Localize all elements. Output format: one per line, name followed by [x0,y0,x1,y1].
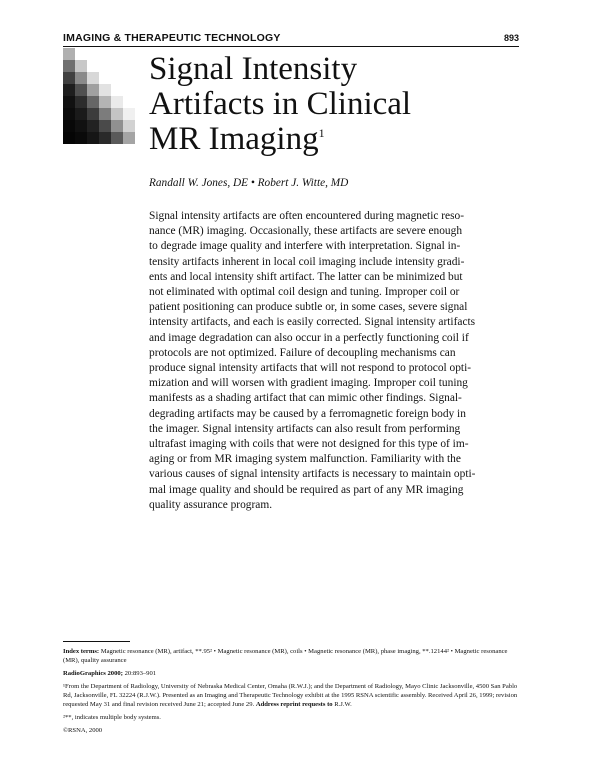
abstract-line: protocols are not optimized. Failure of decoupling mechanisms can [149,346,456,359]
running-header [63,32,519,47]
abstract-line: aging or from MR imaging system malfunction. Familiarity with the [149,453,461,466]
abstract-line: tensity artifacts inherent in local coil imaging include intensity gradi- [149,255,465,268]
abstract-line: Signal intensity artifacts are often encountered during magnetic reso- [149,210,465,222]
reprint-text: R.J.W. [334,700,352,708]
footnote-divider [63,641,130,642]
affiliation-note [63,683,519,709]
footnotes [63,648,519,740]
abstract-line: quality assurance program. [149,498,273,511]
article-title [149,52,509,157]
index-terms [63,648,519,665]
title-line-1: Signal Intensity [149,51,358,87]
body-systems-note: ²**, indicates multiple body systems. [63,713,161,721]
citation [63,670,519,679]
abstract-line: and image degradation can also occur in a perfectly functioning coil if [149,331,469,344]
abstract-line: degrading artifacts may be caused by a ferromagnetic foreign body in [149,407,466,420]
page-number: 893 [503,33,519,43]
abstract-line: produce signal intensity artifacts that will not respond to protocol opti- [149,362,472,375]
abstract-line: mization and will worsen with gradient imaging. Improper coil tuning [149,377,468,390]
abstract-line: nance (MR) imaging. Occasionally, these artifacts are severe enough [149,225,463,238]
affiliation-text: ¹From the Department of Radiology, University of Nebraska Medical Center, Omaha (R.W.J.); and the Department of Radiology, Mayo Clinic Jacksonville, 4500 San Pablo Rd, Jacksonville, FL 32224 (R.J.W.). Presented as an Imaging and Therapeutic Technology exhibit at the 1995 RSNA scientific assembly. Received April 26, 1999; revision requested May 31 and final revision received June 21; accepted June 29. [63,683,518,708]
abstract-line: to degrade image quality and interfere with interpretation. Signal in- [149,240,461,253]
abstract-line: ents and local intensity shift artifact. The latter can be minimized but [149,270,463,283]
abstract-line: manifests as a shading artifact that can mimic other findings. Signal- [149,392,462,405]
decorative-gradient-squares [63,48,143,148]
abstract-line: the imager. Signal intensity artifacts can also result from performing [149,422,461,435]
citation-label: RadioGraphics 2000; [63,669,123,677]
author-byline: Randall W. Jones, DE • Robert J. Witte, MD [149,177,349,189]
citation-text: 20:893–901 [124,669,157,677]
abstract [149,209,517,513]
abstract-line: various causes of signal intensity artifacts is necessary to maintain opti- [149,468,476,481]
index-terms-text: Magnetic resonance (MR), artifact, **.95² • Magnetic resonance (MR), coils • Magnetic resonance (MR), phase imaging, **.12144² • Magnetic resonance (MR), quality assurance [63,648,508,664]
abstract-line: patient positioning can produce subtle or, in some cases, severe signal [149,301,468,314]
title-line-3: MR Imaging [149,121,319,157]
title-footnote-mark: 1 [318,126,325,140]
title-line-2: Artifacts in Clinical [149,86,412,122]
copyright: ©RSNA, 2000 [63,726,103,734]
abstract-line: ultrafast imaging with coils that were not designed for this type of im- [149,438,469,451]
abstract-line: mal image quality and should be required as part of any MR imaging [149,483,464,496]
section-label: IMAGING & THERAPEUTIC TECHNOLOGY [63,32,281,44]
abstract-line: intensity artifacts, and each is easily corrected. Signal intensity artifacts [149,316,476,329]
reprint-label: Address reprint requests to [255,700,333,708]
abstract-line: not eliminated with optimal coil design and tuning. Improper coil or [149,286,460,299]
index-terms-label: Index terms: [63,648,100,655]
